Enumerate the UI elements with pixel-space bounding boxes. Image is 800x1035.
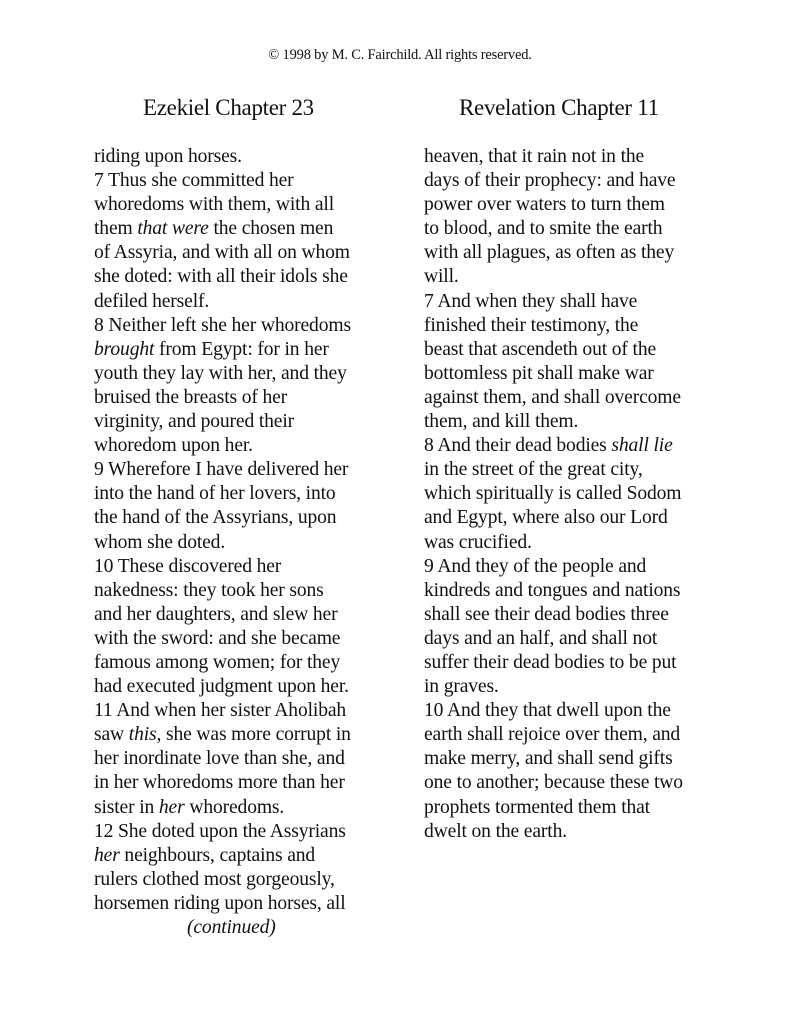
text-line: [94, 723, 394, 747]
text-line: [94, 290, 394, 314]
text-line: [424, 290, 724, 314]
text-segment: shall see their dead bodies three: [424, 603, 669, 625]
text-segment: the hand of the Assyrians, upon: [94, 507, 337, 529]
text-line: [94, 410, 394, 434]
text-line: [94, 458, 394, 482]
text-line: [424, 241, 724, 265]
text-segment: famous among women; for they: [94, 651, 341, 673]
text-segment: prophets tormented them that: [424, 796, 650, 818]
text-line: [94, 555, 394, 579]
text-segment: and Egypt, where also our Lord: [424, 507, 668, 529]
text-segment: 8 Neither left she her whoredoms: [94, 314, 351, 336]
text-line: [424, 145, 724, 169]
text-segment: whoredoms.: [184, 796, 285, 818]
text-segment: into the hand of her lovers, into: [94, 483, 336, 505]
text-line: [424, 458, 724, 482]
text-line: [94, 868, 394, 892]
text-line: [424, 169, 724, 193]
right-column-title: Revelation Chapter 11: [459, 95, 659, 120]
text-segment: beast that ascendeth out of the: [424, 338, 657, 360]
text-segment: will.: [424, 266, 459, 288]
text-line: [424, 723, 724, 747]
continued-label: (continued): [187, 917, 276, 938]
text-line: [424, 651, 724, 675]
text-line: [94, 193, 394, 217]
text-line: [94, 217, 394, 241]
text-segment: horsemen riding upon horses, all: [94, 892, 346, 914]
text-line: [94, 844, 394, 868]
left-column-text: [94, 145, 394, 940]
text-line: [94, 747, 394, 771]
text-line: [94, 145, 394, 169]
text-line: [424, 771, 724, 795]
text-segment: against them, and shall overcome: [424, 386, 681, 408]
italic-text: brought: [94, 338, 155, 360]
copyright-notice: © 1998 by M. C. Fairchild. All rights reserved.: [268, 47, 532, 63]
text-line: [94, 386, 394, 410]
text-line: [424, 506, 724, 530]
text-line: [424, 410, 724, 434]
italic-text: this,: [128, 724, 162, 746]
text-segment: 7 And when they shall have: [424, 290, 638, 312]
text-line: [424, 338, 724, 362]
text-line: [424, 217, 724, 241]
text-segment: bruised the breasts of her: [94, 386, 288, 408]
text-line: [94, 627, 394, 651]
text-segment: virginity, and poured their: [94, 411, 295, 433]
text-line: [424, 314, 724, 338]
text-segment: and her daughters, and slew her: [94, 603, 338, 625]
text-segment: whoredom upon her.: [94, 435, 253, 457]
text-segment: defiled herself.: [94, 290, 210, 312]
text-line: [94, 820, 394, 844]
text-segment: nakedness: they took her sons: [94, 579, 324, 601]
text-segment: dwelt on the earth.: [424, 820, 567, 842]
text-segment: 8 And their dead bodies: [424, 435, 612, 457]
left-column-title: Ezekiel Chapter 23: [143, 95, 314, 120]
text-segment: days and an half, and shall not: [424, 627, 658, 649]
text-segment: neighbours, captains and: [119, 844, 316, 866]
text-segment: with the sword: and she became: [94, 627, 341, 649]
text-line: [94, 579, 394, 603]
text-segment: power over waters to turn them: [424, 194, 665, 216]
text-line: [424, 555, 724, 579]
text-segment: her inordinate love than she, and: [94, 748, 345, 770]
text-line: [94, 531, 394, 555]
text-segment: 10 And they that dwell upon the: [424, 700, 671, 722]
italic-text: her: [158, 796, 185, 818]
text-segment: make merry, and shall send gifts: [424, 748, 673, 770]
text-line: [94, 434, 394, 458]
text-segment: riding upon horses.: [94, 146, 242, 167]
text-segment: of Assyria, and with all on whom: [94, 242, 350, 264]
text-segment: in graves.: [424, 676, 499, 698]
text-segment: whoredoms with them, with all: [94, 194, 334, 216]
italic-text: shall lie: [611, 435, 673, 457]
text-line: [94, 241, 394, 265]
text-line: [94, 362, 394, 386]
text-line: [94, 265, 394, 289]
right-column-text: [424, 145, 724, 844]
text-line: [424, 482, 724, 506]
text-segment: whom she doted.: [94, 531, 226, 553]
text-line: [424, 747, 724, 771]
text-segment: which spiritually is called Sodom: [424, 483, 682, 505]
text-line: [424, 531, 724, 555]
text-segment: was crucified.: [424, 531, 532, 553]
text-segment: to blood, and to smite the earth: [424, 218, 663, 240]
text-segment: them: [94, 218, 138, 240]
text-line: [94, 338, 394, 362]
text-line: [424, 699, 724, 723]
text-line: [94, 314, 394, 338]
text-segment: rulers clothed most gorgeously,: [94, 868, 335, 890]
text-segment: bottomless pit shall make war: [424, 362, 654, 384]
text-segment: 9 And they of the people and: [424, 555, 647, 577]
text-line: [424, 386, 724, 410]
text-line: [424, 362, 724, 386]
text-line: [94, 169, 394, 193]
text-segment: 11 And when her sister Aholibah: [94, 700, 347, 722]
text-line: [424, 603, 724, 627]
text-line: [94, 892, 394, 916]
text-segment: she was more corrupt in: [161, 724, 351, 746]
text-segment: from Egypt: for in her: [154, 338, 329, 360]
text-segment: finished their testimony, the: [424, 314, 639, 336]
text-segment: one to another; because these two: [424, 772, 683, 794]
text-line: [94, 796, 394, 820]
text-segment: sister in: [94, 796, 159, 818]
text-segment: in the street of the great city,: [424, 459, 643, 481]
text-line: [424, 265, 724, 289]
text-line: [424, 675, 724, 699]
text-line: [94, 506, 394, 530]
text-line: [94, 771, 394, 795]
text-line: [94, 482, 394, 506]
italic-text: her: [94, 844, 120, 866]
text-line: [424, 193, 724, 217]
text-line: [94, 651, 394, 675]
text-segment: youth they lay with her, and they: [94, 362, 347, 384]
text-segment: the chosen men: [208, 218, 334, 240]
text-line: [94, 675, 394, 699]
text-segment: with all plagues, as often as they: [424, 242, 675, 264]
text-line: [424, 579, 724, 603]
text-segment: heaven, that it rain not in the: [424, 146, 645, 167]
text-segment: in her whoredoms more than her: [94, 772, 345, 794]
text-segment: 7 Thus she committed her: [94, 170, 294, 192]
text-line: [424, 434, 724, 458]
text-segment: 12 She doted upon the Assyrians: [94, 820, 346, 842]
text-segment: had executed judgment upon her.: [94, 676, 349, 698]
italic-text: that were: [137, 218, 209, 240]
text-segment: saw: [94, 724, 129, 746]
text-segment: them, and kill them.: [424, 411, 579, 433]
text-line: [94, 603, 394, 627]
text-segment: days of their prophecy: and have: [424, 170, 676, 192]
text-segment: earth shall rejoice over them, and: [424, 724, 681, 746]
text-line: [424, 627, 724, 651]
text-line: [424, 796, 724, 820]
text-line: [94, 699, 394, 723]
text-segment: 9 Wherefore I have delivered her: [94, 459, 349, 481]
text-line: [424, 820, 724, 844]
text-segment: she doted: with all their idols she: [94, 266, 348, 288]
text-segment: suffer their dead bodies to be put: [424, 651, 677, 673]
text-segment: 10 These discovered her: [94, 555, 282, 577]
text-segment: kindreds and tongues and nations: [424, 579, 681, 601]
